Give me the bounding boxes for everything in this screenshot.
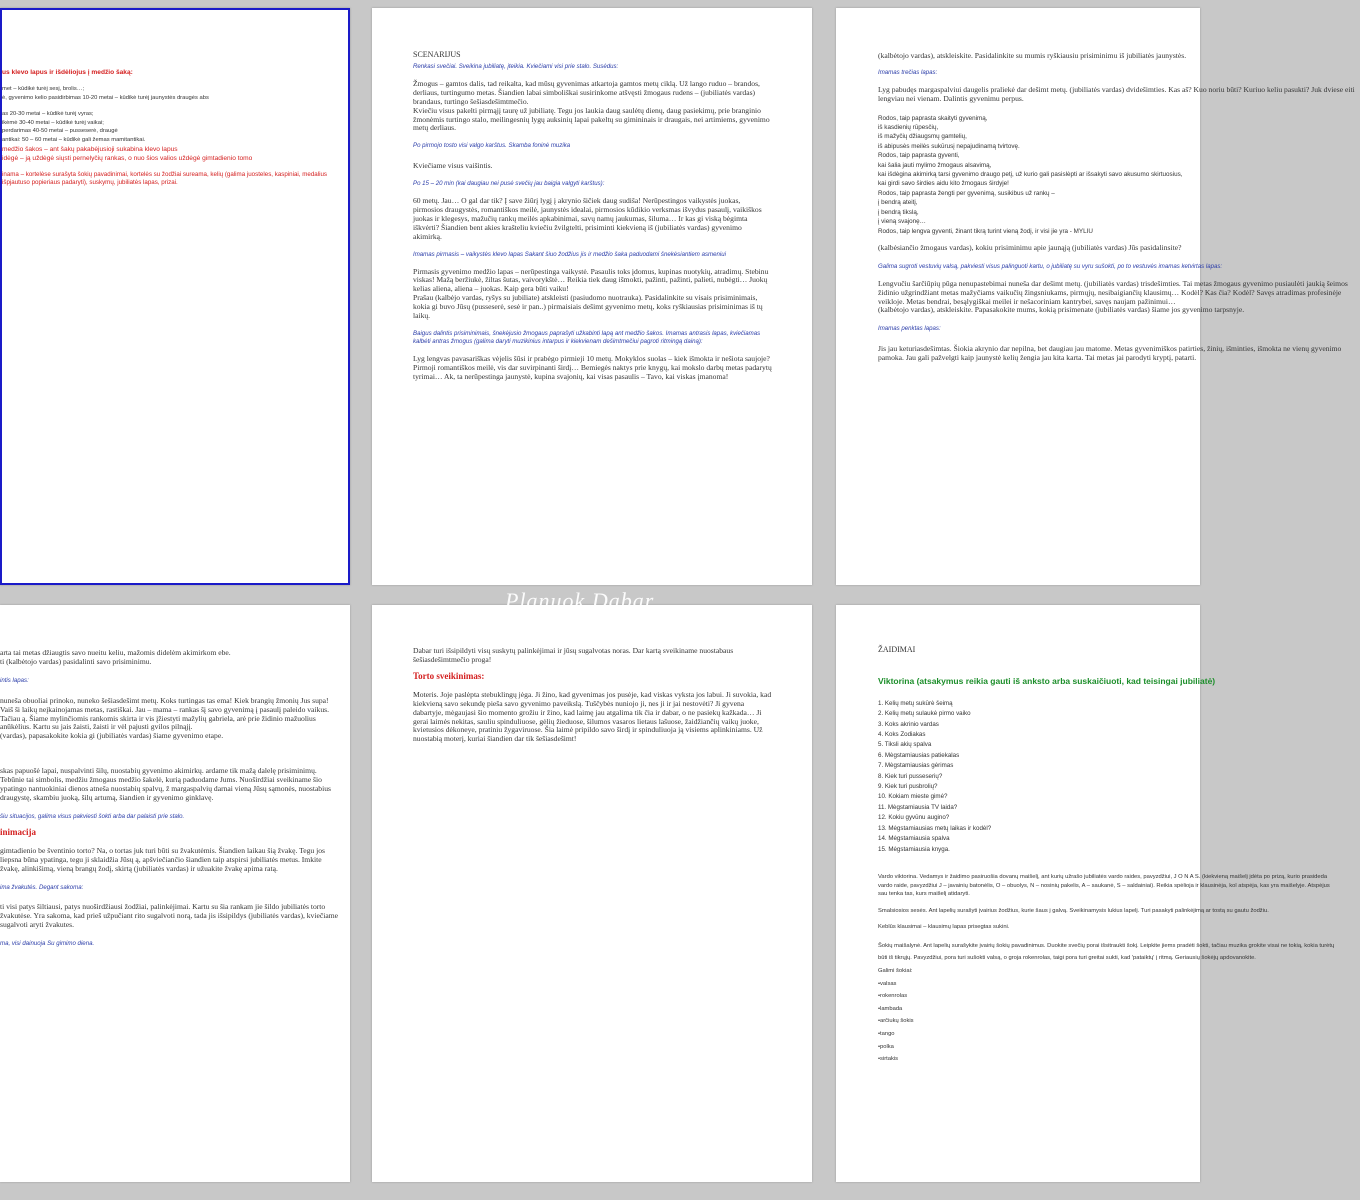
page-6-heading: ŽAIDIMAI <box>878 645 916 654</box>
page-4-note: ima žvakutės. Degant sakoma: <box>0 883 84 891</box>
page-2-note: Imamas pirmasis – vaikystės klevo lapas Sakant šiuo žodžius jis ir medžio šaka paduodami šnekėsiantiem asmeniui <box>413 250 726 258</box>
page-3-paragraph: (kalbėsiančio žmogaus vardas), kokiu prisiminimu apie jaunąją (jubiliatės vardas) Jūs pasidalinsite? <box>878 242 1182 252</box>
page-4-paragraph: skas papuošė lapai, nuspalvinti šilų, nuostabių gyvenimo akimirkų. ardame tik mažą dalelę prisiminimų. Tebūnie tai simbolis, medžiu žmogaus medžio šakelė, kurią paduodame Jums. Nuoširdžiai sveikiname šio ypatingo nantuokiniai dienos atneša nuostabių spalvų, ž margaspalvių darnai vieną Jūsų sąmonės, nuostabius draugystę, skambiu juoką, šilų artumą, šiandien ir gyvenimo ginklavę. <box>0 766 331 802</box>
page-4-section-heading: inimacija <box>0 826 36 837</box>
page-1-red-line: medžio šakos – ant šakų pakabėjusioji sukabina klevo lapus <box>2 145 178 153</box>
page-4-note: šiu situacijos, galima visus pakviesti šokti arba dar palaisti prie stalo. <box>0 812 185 820</box>
page-3-note: Imamas penktas lapas: <box>878 325 941 333</box>
page-1-content <box>2 10 348 583</box>
page-4-paragraph: arta tai metas džiaugtis savo nueitu keliu, mažomis didelėm akimirkom ebe. ti (kalbėtojo vardas) pasidalinti savo prisiminimu. <box>0 648 231 666</box>
page-1-thumbnail[interactable] <box>0 8 350 585</box>
page-3-paragraph: Jis jau keturiasdešimtas. Šiokia akrynio dar nepilna, bet daugiau jau matome. Metas gyvenimiškos patirties, žinių, išminties, išmokta ne vienų gyvenimo pamoka. Jau gali pažvelgti kaip jaunystė kelių žengia jau kita karta. Tai metas jai parodyti kryptį, patarti. <box>878 344 1342 363</box>
page-2-note: Baigus dalintis prisiminimais, šnekėjusio žmogaus paprašyti užkabinti lapą ant medžio šakos. Imamas antrasis lapas, kviečiamas kalbėti antras žmogus (galima daryti muzikinius intarpus ir kiekvienam dešimtmečiui pagroti ritmingą dainą): <box>413 329 761 345</box>
page-4-note: intis lapas: <box>0 676 29 684</box>
page-4-note: ma, visi dainuoja Su gimimo diena. <box>0 940 95 948</box>
page-3-poem: Rodos, taip paprasta skaityti gyvenimą, iš kasdienių rūpesčių, iš mažyčių džiaugsmų gamtelių, iš abipusės meilės sukūrusį nepajudinamą tvirtovę. Rodos, taip paprasta gyventi, kai šalia jauti mylimo žmogaus alsavimą, kai išdėgina akimirką tarsi gyvenimo draugo petį, už kurio gali pasislėpti ar išsakyti savo akusumo skirtuosius, kai girdi savo širdies aidu kito žmogaus širdyje! Rodos, taip paprasta žengti per gyvenimą, susikibus už rankų – į bendrą ateitį, į bendrą tikslą, į vieną svajonę… Rodos, taip lengva gyventi, žinant tikrą turint vieną žodį, ir visi jie yra - MYLIU <box>878 114 1183 235</box>
page-3-note: Galima sugroti vestuvių valsą, pakviesti visus palinguoti kartu, o jubiliatę su vyru sušokti, po to vestuvės imamas ketvirtas lapas: <box>878 262 1223 270</box>
page-3-thumbnail[interactable] <box>836 8 1355 585</box>
page-1-line: as 20-30 metai – kūdikė turėj vyras; <box>2 111 94 118</box>
page-2-paragraph: Lyg lengvas pavasariškas vėjelis šūsi ir prabėgo pirmieji 10 metų. Mokyklos suolas – kiek išmokta ir nešiota saujoje? Pirmoji romantiškos meilė, vis dar suvirpinanti širdį… Bemiegės naktys prie knygų, kai mokslo darbų metas padarytų tyrimai… Ak, ta nerūpestinga jaunystė, kupina svajonių, kai visas pasaulis – Tavo, kai viskas įmanoma! <box>413 353 772 381</box>
page-4-paragraph: gimtadienio be šventinio torto? Na, o tortas juk turi būti su žvakutėmis. Šiandien laikau šią žvakę. Tegu jos liepsna būna ypatinga, tegu ji sklaidžia Jūsų ą, apšviečiančio šiandien taip atspirsi jubiliatės metus. Imkite žvakę, alinkišimą, vieną brangų žodį, skirtą (jubiliatės vardas) ir užuakite žvakę apima ratą. <box>0 845 325 873</box>
page-5-section-heading: Torto sveikinimas: <box>413 670 485 681</box>
page-5-thumbnail[interactable] <box>372 605 812 1182</box>
page-6-quiz-line: Viktorina (atsakymus reikia gauti iš anksto arba suskaičiuoti, kad teisingai jubiliatė) <box>878 675 1216 686</box>
page-4-content <box>0 605 350 1182</box>
page-1-red-paragraph: inama – kortelėse surašyta šokių pavadinimai, kortelės su žodžiai sureama, kelių (galima juosteles, kaspiniai, medalius išpjautuso popieriaus padaryti), suskymų, jubiliatės lapas, prizai. <box>2 170 327 187</box>
page-1-line: perdarimas 40-50 metai – pusseserė, draugė <box>2 128 118 135</box>
page-2-paragraph: Pirmasis gyvenimo medžio lapas – nerūpestinga vaikystė. Pasaulis toks įdomus, kupinas nuotykių, atradimų. Stebinu viskas! Mažą beržiukė, žiltas šutas, vaivorykštė… Reikia tiek daug išmokti, pažinti, pažinti, palieti, nubėgti… Juokų kelias aliena, aliena – juokas. Kaip gera būti vaiku! Prašau (kalbėjo vardas, ryšys su jubiliate) atskleisti (pasiudomo nuotrauka). Pasidalinkite su visais prisiminimais, kokia gi buvo Jūsų (pusseserė, sesė ir pan..) pirmaisiais dešimt gyvenimo metų, koks ryškiausias prisiminimas iš tų laikų. <box>413 266 769 321</box>
page-2-paragraph: Žmogus – gamtos dalis, tad reikalta, kad mūsų gyvenimas atkartoja gamtos metų ciklą. Už lango ruduo – brandos, derliaus, turtingumo metas. Šiandien labai simboliškai susirinkome atšvęsti žmogaus rudens – (jubiliatės vardas) brandaus, turtingo šešiasdešimtmečio. Kviečiu visus pakelti pirmąjį taurę už jubiliatę. Tegu jos laukia daug saulėtų dienų, daug pasiekimų, prie branginio žmonėmis turtingo stalo, meilingesnių lygų auksinių lapai pakeltų su gimininais ir draugais, nei artimiems, gyvenimo metų derliaus. <box>413 78 770 133</box>
page-3-note: Imamas trečias lapas: <box>878 68 938 76</box>
watermark-logo: Planuok Dabar <box>505 588 655 613</box>
page-6-thumbnail[interactable] <box>836 605 1335 1182</box>
page-2-paragraph: 60 metų. Jau… O gal dar tik? Į save žiūrį lygį į akrynio šičiek daug sudiša! Nerūpestingos vaikystės juokas, pirmosios draugystės, romantiškos meilė, jaunystės idealai, pirmosios kūdikio verksmas išvydus pasaulį, vaikiškos juokas ir klegesys, mažučių rankų meilės apkabinimai, savų namų jaukumas, šiluma… Ir kas gi viską bėgimta iškvėrti? Šiandien bent akies krašteliu kviečiu žvilgtelti, prisiminti kiekvieną iš (jubiliatės vardas) gyvenimo akimirką. <box>413 196 762 241</box>
page-6-game-tricky: Keblūs klausimai – klausimų lapas prisegtas sukini. <box>878 924 1010 931</box>
page-2-note: Renkasi svečiai. Sveikina jubiliatę, įteikia. Kviečiami visi prie stalo. Susėdus: <box>413 63 619 70</box>
page-1-heading: us klevo lapus ir išdėliojus į medžio šaką: <box>2 69 133 76</box>
page-6-game-dance: Šokių maišalynė. Ant lapelių surašykite įvairių šokių pavadinimus. Duokite svečių porai išsitraukti šokį. Leipkite jiems pradėti šokti, tačiau muzika grokite visai ne tokią, kokia turėtų būti iš tikrųjų. Pavyzdžiui, pora turi sušokti valsą, o groja rokenrolas, taigi pora turi greitai sukti, kad 'pataiktų' į ritmą. Geriausių šokėjų apdovanokite. Galimi šokiai: •valsas •rokenrolas •lambada •arčiukų šokis •tango •polka •sirtakis <box>878 942 1335 1063</box>
page-5-paragraph: Moteris. Joje paslėpta stebuklingų jėga. Ji žino, kad gyvenimas jos pusėje, kad viskas vyksta jos labui. Ji suvokia, kad kiekvieną savo sekundę pieša savo gyvenimo paveikslą. Tuščybės nuniojo ji, nes ji ir jai nestovėti? Ji gyvena dabartyje, mėgaujasi šio momento grožiu ir žino, kad laimę jau atgalima tik čia ir dabar, o ne pasiekų kažkada… Ji gerai laimės nekitas, sauliu spinduliuose, gėlių žieduose, šilumos vasaros lietaus lašuose, žaidžiančių vaikų juoke, kvietusios dėkoneye, pratiniu žygaviruose. Šia laimė pripildo savo širdį ir spinduliuoja ją visiems aplinkiniams. Už nuostabią moterį, kuriai šiandien dar tik šešiasdešimt! <box>413 689 772 744</box>
page-1-line: ė, gyvenimo kelio pasidirbimas 10-20 metai – kūdikė turėj jaunystės draugės abs <box>2 94 209 101</box>
page-6-question-list: 1. Kelių metų sukūrė šeimą 2. Kelių metų sulaukė pirmo vaiko 3. Koks akrinio vardas 4. Koks Zodiakas 5. Tiksli akių spalva 6. Mėgstamiausias patiekalas 7. Mėgstamiausias gėrimas 8. Kiek turi pusseserių? 9. Kiek turi pusbrolių? 10. Kokiam mieste gimė? 11. Mėgstamiausia TV laida? 12. Kokiu gyvūnu augino? 13. Mėgstamiausias metų laikas ir kodėl? 14. Mėgstamiausia spalva 15. Mėgstamiausia knyga. <box>878 699 992 853</box>
page-4-paragraph: ti visi patys šiltiausi, patys nuoširdžiausi žodžiai, palinkėjimai. Kartu su šia rankam jie šildo jubiliatės torto žvakutėse. Yra sakoma, kad prieš užpučiant rito sugalvoti norą, tada jis išsipildys (jubiliatės vardas), kviečiame sugalvoti aryti žvakutes. <box>0 902 338 930</box>
page-2-paragraph: Kviečiame visus vaišintis. <box>413 161 493 171</box>
page-5-content <box>372 605 812 1182</box>
page-1-line: antikai: 50 – 60 metai – kūdikė gali žemas mamitantikai. <box>2 136 146 143</box>
page-3-paragraph: Lengvučiu šarčiūpių pūga nenupastebimai nuneša dar dešimt metų. (jubiliatės vardas) trisdešimties. Tai metas žmogaus gyvenimo pusiaulėti jaukią šeimos židinio užgrindžiant metas mažyčiams vaikučių žingsniukams, pirmųjų, nesibaigiančių klausimų… Kodėl? Kas čia? Kodėl? Savęs atradimas profesinėje veikloje. Metas bendrai, besąlygiškai meilei ir nešacoriniam kantrybei, savęs naujam pažinimui… (kalbėtojo vardas), atskleiskite. Papasakokite mums, kokią prisimenate (jubiliatės vardas) šiame jos gyvenimo tarpsnyje. <box>878 278 1348 315</box>
page-1-red-line: idėgė – ją uždėgė siųsti pernelyčių rankas, o nuo šios valios uždėgė gimtadienio tomo <box>2 154 253 162</box>
page-6-game-curious: Smalsiosios sesės. Ant lapelių surašyti įvairius žodžius, kurie šaus į galvą. Sveikinamysis lukius lapelį. Turi pasakyti palinkėjimą ar tostą su gautu žodžiu. <box>878 907 1269 914</box>
page-6-game-name-quiz: Vardo viktorina. Vedamys ir žaidimo pasiruošia dovanų maišelį, ant kurių užrašo jubiliatės vardo raides, pavyzdžiui, J O N A S. (kiekvieną maišelį įdėta po prizą, kurio prasideda vardo raide, pavyzdžiui J – javainių batonėlis, O – obuolys, N – nosinių pakelis, A – saukanė, S – saldainiai). Reikia spėlioja ir klausinėja, kol atspėja, kas yra maišelyje. Atspėjus sau tenka tas, kurs maišelį atidaryti. <box>878 873 1330 898</box>
page-2-heading: SCENARIJUS <box>413 50 461 59</box>
page-3-paragraph: (kalbėtojo vardas), atskleiskite. Pasidalinkite su mumis ryškiausiu prisiminimu iš jubiliatės jaunystės. <box>878 51 1187 60</box>
page-3-paragraph: Lyg pabudęs margaspalviui daugelis praliekė dar dešimt metų. (jubiliatės vardas) dvidešimties. Kas aš? Kuo noriu būti? Kuriuo keliu pasukti? Juk dviese eiti lengviau nei vienam. Dalintis gyvenimu perpus. <box>878 84 1355 103</box>
page-4-paragraph: nuneša obuoliai prinoko, nuneko šešiasdešimt metų. Koks turtingas tas ema! Kiek brangių žmonių Jus supa! Vaiš ši laikų neįkainojamas metas, rastiškai. Jau – mama – rankas šį savo gyvenimą į pasaulį paleido vaikus. Tačiau ą. Šiame mylinčiomis rankomis skirta ir vis įžiestyti mažylių gabriela, arė prie židinio mažuolius anūkėlius. Kartu su jais žaisti, žaisti ir vėl pajusti gvilos pilnąjį. (vardas), papasakokite kokia gi (jubiliatės vardas) šiame gyvenimo etape. <box>0 695 329 741</box>
page-2-note: Po pirmojo tosto visi valgo karštus. Skamba foninė muzika <box>413 142 571 150</box>
page-2-note: Po 15 – 20 min (kai daugiau nei pusė svečių jau baigia valgyti karštus): <box>413 180 605 188</box>
page-1-line: met – kūdikė turėj sesį, brolis…; <box>2 86 85 92</box>
page-4-thumbnail[interactable] <box>0 605 350 1182</box>
page-1-line: ikėmė 30-40 metai – kūdikė turėj vaikai; <box>2 119 104 126</box>
page-6-content <box>836 605 1340 1182</box>
page-2-thumbnail[interactable] <box>372 8 812 585</box>
page-6-quiz-heading <box>878 668 1340 687</box>
page-3-content <box>836 8 1360 585</box>
page-2-content <box>372 8 812 585</box>
page-5-paragraph: Dabar turi išsipildyti visų suskytų palinkėjimai ir jūsų sugalvotas noras. Dar kartą sveikiname nuostabaus šešiasdešimtmečio proga! <box>413 646 734 664</box>
